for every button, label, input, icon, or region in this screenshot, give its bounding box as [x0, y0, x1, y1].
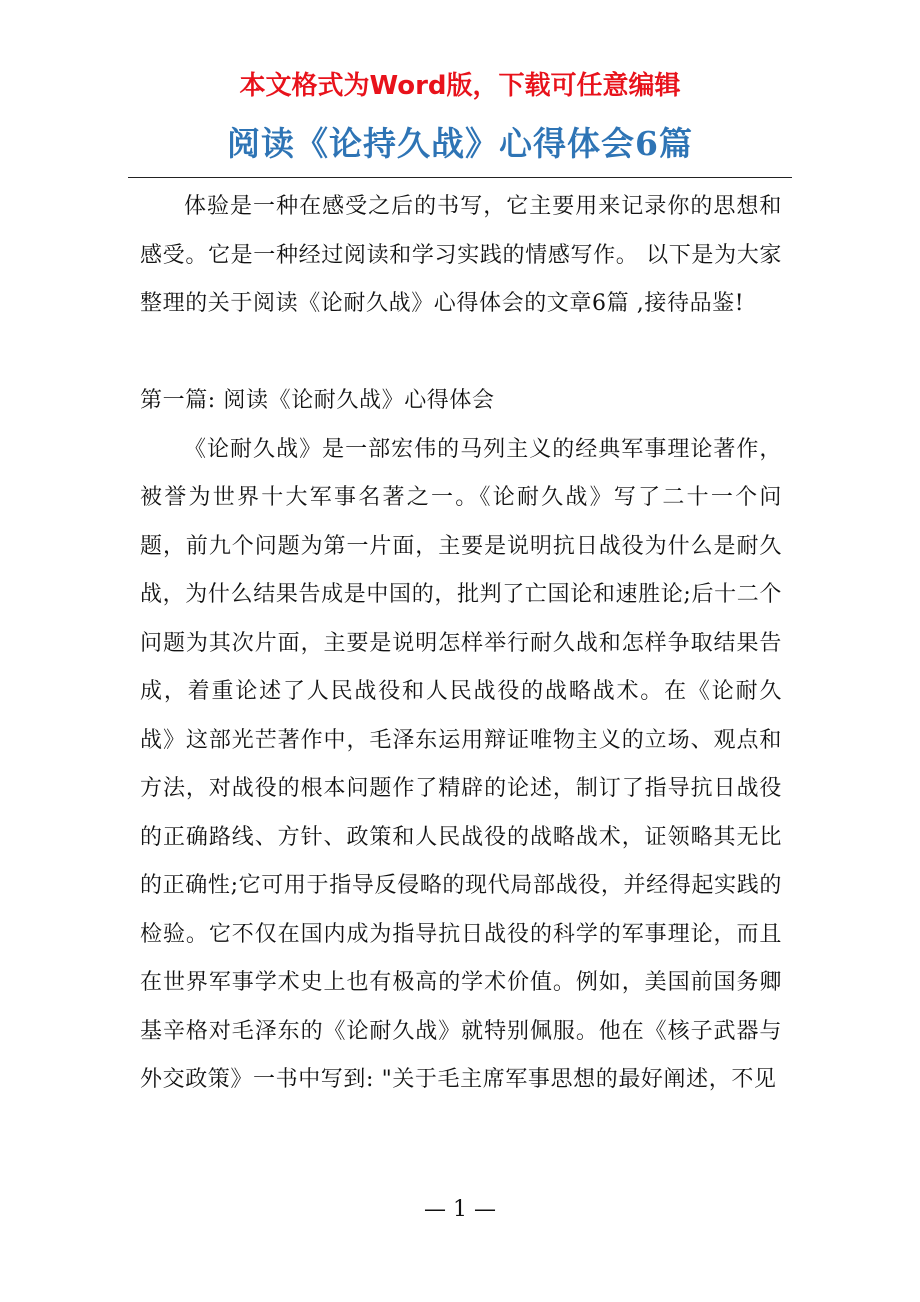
intro-paragraph: 体验是一种在感受之后的书写，它主要用来记录你的思想和感受。它是一种经过阅读和学习实践的情感写作。 以下是为大家整理的关于阅读《论耐久战》心得体会的文章6篇 ,接待品鉴! [140, 194, 782, 316]
title-divider [128, 177, 792, 178]
paragraph-spacer [140, 329, 782, 378]
document-body [140, 183, 782, 1105]
section-heading: 第一篇: 阅读《论耐久战》心得体会 [140, 388, 495, 413]
section-body-paragraph: 《论耐久战》是一部宏伟的马列主义的经典军事理论著作，被誉为世界十大军事名著之一。《论耐久战》写了二十一个问题，前九个问题为第一片面，主要是说明抗日战役为什么是耐久战，为什么结果告成是中国的，批判了亡国论和速胜论;后十二个问题为其次片面，主要是说明怎样举行耐久战和怎样争取结果告成，着重论述了人民战役和人民战役的战略战术。在《论耐久战》这部光芒著作中，毛泽东运用辩证唯物主义的立场、观点和方法，对战役的根本问题作了精辟的论述，制订了指导抗日战役的正确路线、方针、政策和人民战役的战略战术，证领略其无比的正确性;它可用于指导反侵略的现代局部战役，并经得起实践的检验。它不仅在国内成为指导抗日战役的科学的军事理论，而且在世界军事学术史上也有极高的学术价值。例如，美国前国务卿基辛格对毛泽东的《论耐久战》就特别佩服。他在《核子武器与外交政策》一书中写到: "关于毛主席军事思想的最好阐述，不见 [140, 436, 782, 1092]
word-format-banner: 本文格式为Word版，下载可任意编辑 [239, 71, 681, 101]
page-number: — 1 — [424, 1197, 496, 1222]
document-title: 阅读《论持久战》心得体会6篇 [227, 124, 693, 163]
